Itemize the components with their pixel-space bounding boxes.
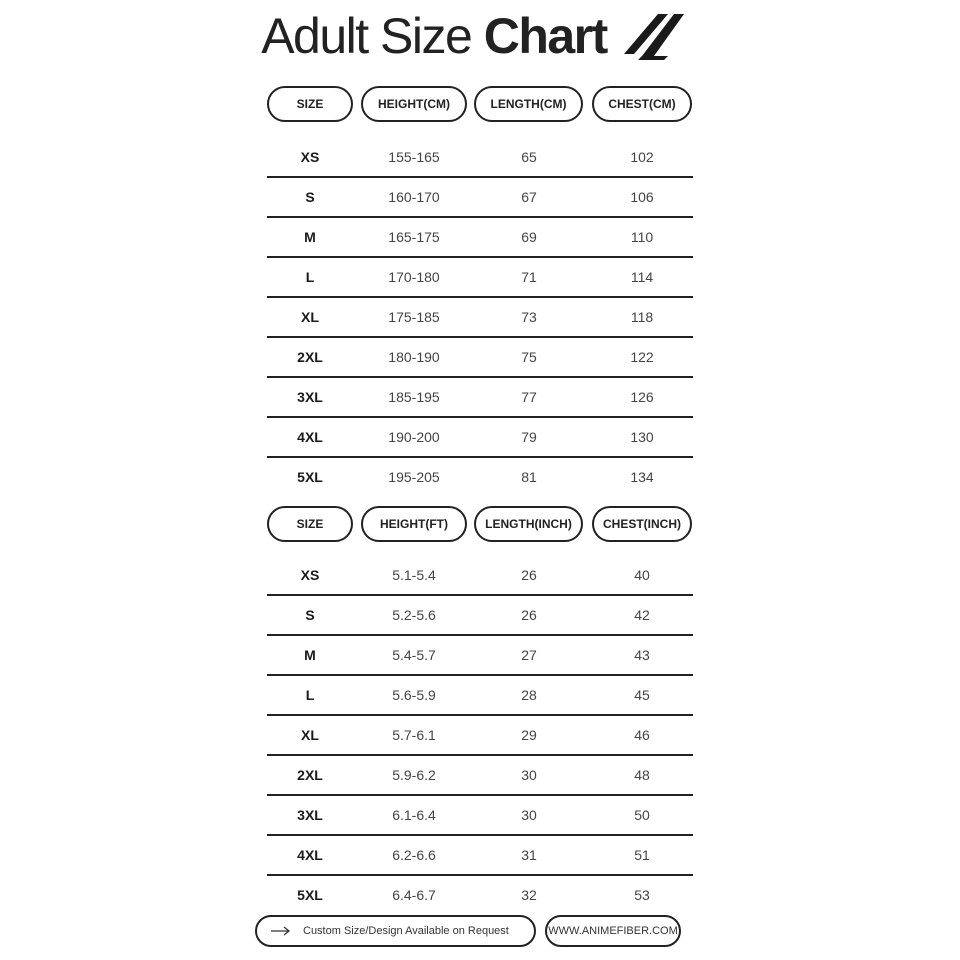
- column-header: SIZE: [267, 506, 353, 542]
- table-cell: 53: [634, 887, 650, 903]
- table-cell: 31: [521, 847, 537, 863]
- column-header: LENGTH(INCH): [474, 506, 583, 542]
- table-cell: 40: [634, 567, 650, 583]
- table-cell: 6.2-6.6: [392, 847, 436, 863]
- table-cell: 185-195: [388, 389, 440, 405]
- table-row: [267, 338, 693, 378]
- size-table-imperial: [267, 506, 693, 914]
- table-cell: 65: [521, 149, 537, 165]
- table-row: [267, 556, 693, 596]
- website-text: WWW.ANIMEFIBER.COM: [548, 925, 678, 937]
- brand-logo-icon: [618, 8, 690, 62]
- size-table-metric: [267, 86, 693, 496]
- table-cell: 126: [630, 389, 654, 405]
- table-row: [267, 876, 693, 914]
- size-label: S: [305, 189, 315, 205]
- size-label: XS: [300, 149, 320, 165]
- table-body: [267, 556, 693, 914]
- column-header: CHEST(CM): [592, 86, 692, 122]
- column-header: HEIGHT(CM): [361, 86, 467, 122]
- table-cell: 195-205: [388, 469, 440, 485]
- table-row: [267, 418, 693, 458]
- table-row: [267, 258, 693, 298]
- table-row: [267, 676, 693, 716]
- table-row: [267, 596, 693, 636]
- table-cell: 67: [521, 189, 537, 205]
- table-cell: 5.6-5.9: [392, 687, 436, 703]
- table-cell: 42: [634, 607, 650, 623]
- table-cell: 5.4-5.7: [392, 647, 436, 663]
- table-cell: 6.1-6.4: [392, 807, 436, 823]
- size-label: L: [305, 269, 315, 285]
- size-label: M: [304, 229, 316, 245]
- table-header: [267, 86, 693, 122]
- size-label: 5XL: [297, 469, 323, 485]
- table-cell: 43: [634, 647, 650, 663]
- table-cell: 114: [630, 269, 654, 285]
- table-cell: 28: [521, 687, 537, 703]
- table-cell: 175-185: [388, 309, 440, 325]
- table-row: [267, 218, 693, 258]
- column-header: LENGTH(CM): [474, 86, 583, 122]
- table-row: [267, 458, 693, 496]
- table-cell: 50: [634, 807, 650, 823]
- table-cell: 122: [630, 349, 654, 365]
- table-cell: 51: [634, 847, 650, 863]
- table-cell: 27: [521, 647, 537, 663]
- table-header: [267, 506, 693, 542]
- table-cell: 102: [630, 149, 654, 165]
- table-cell: 73: [521, 309, 537, 325]
- table-row: [267, 636, 693, 676]
- table-cell: 26: [521, 567, 537, 583]
- size-label: XS: [300, 567, 320, 583]
- size-label: 2XL: [297, 349, 323, 365]
- custom-request-text: Custom Size/Design Available on Request: [303, 925, 509, 937]
- column-header: SIZE: [267, 86, 353, 122]
- table-cell: 160-170: [388, 189, 440, 205]
- size-label: S: [305, 607, 315, 623]
- table-cell: 130: [630, 429, 654, 445]
- size-label: 2XL: [297, 767, 323, 783]
- table-cell: 71: [521, 269, 537, 285]
- table-cell: 29: [521, 727, 537, 743]
- table-cell: 77: [521, 389, 537, 405]
- table-cell: 5.2-5.6: [392, 607, 436, 623]
- size-label: 5XL: [297, 887, 323, 903]
- table-body: [267, 138, 693, 496]
- table-row: [267, 836, 693, 876]
- table-cell: 46: [634, 727, 650, 743]
- table-cell: 75: [521, 349, 537, 365]
- size-label: 3XL: [297, 807, 323, 823]
- table-cell: 155-165: [388, 149, 440, 165]
- table-cell: 5.9-6.2: [392, 767, 436, 783]
- arrow-right-icon: [271, 926, 291, 936]
- table-cell: 30: [521, 807, 537, 823]
- table-row: [267, 716, 693, 756]
- column-header: HEIGHT(FT): [361, 506, 467, 542]
- custom-request-note[interactable]: [255, 915, 536, 947]
- table-cell: 45: [634, 687, 650, 703]
- table-cell: 106: [630, 189, 654, 205]
- size-label: XL: [301, 309, 319, 325]
- title-light: Adult Size: [261, 8, 472, 64]
- table-cell: 6.4-6.7: [392, 887, 436, 903]
- size-label: L: [305, 687, 315, 703]
- column-header: CHEST(INCH): [592, 506, 692, 542]
- website-link[interactable]: [545, 915, 681, 947]
- title-bold: Chart: [483, 8, 607, 64]
- table-cell: 79: [521, 429, 537, 445]
- table-cell: 5.1-5.4: [392, 567, 436, 583]
- size-label: 3XL: [297, 389, 323, 405]
- table-cell: 165-175: [388, 229, 440, 245]
- table-cell: 30: [521, 767, 537, 783]
- table-row: [267, 298, 693, 338]
- table-row: [267, 756, 693, 796]
- size-label: 4XL: [297, 429, 323, 445]
- table-cell: 5.7-6.1: [392, 727, 436, 743]
- table-cell: 134: [630, 469, 654, 485]
- table-row: [267, 138, 693, 178]
- table-row: [267, 796, 693, 836]
- table-cell: 118: [630, 309, 654, 325]
- table-row: [267, 378, 693, 418]
- size-label: M: [304, 647, 316, 663]
- table-cell: 190-200: [388, 429, 440, 445]
- table-cell: 180-190: [388, 349, 440, 365]
- table-cell: 32: [521, 887, 537, 903]
- table-cell: 110: [630, 229, 654, 245]
- table-cell: 26: [521, 607, 537, 623]
- table-cell: 69: [521, 229, 537, 245]
- chart-title: [0, 6, 868, 66]
- table-row: [267, 178, 693, 218]
- table-cell: 48: [634, 767, 650, 783]
- size-label: 4XL: [297, 847, 323, 863]
- size-label: XL: [301, 727, 319, 743]
- table-cell: 81: [521, 469, 537, 485]
- table-cell: 170-180: [388, 269, 440, 285]
